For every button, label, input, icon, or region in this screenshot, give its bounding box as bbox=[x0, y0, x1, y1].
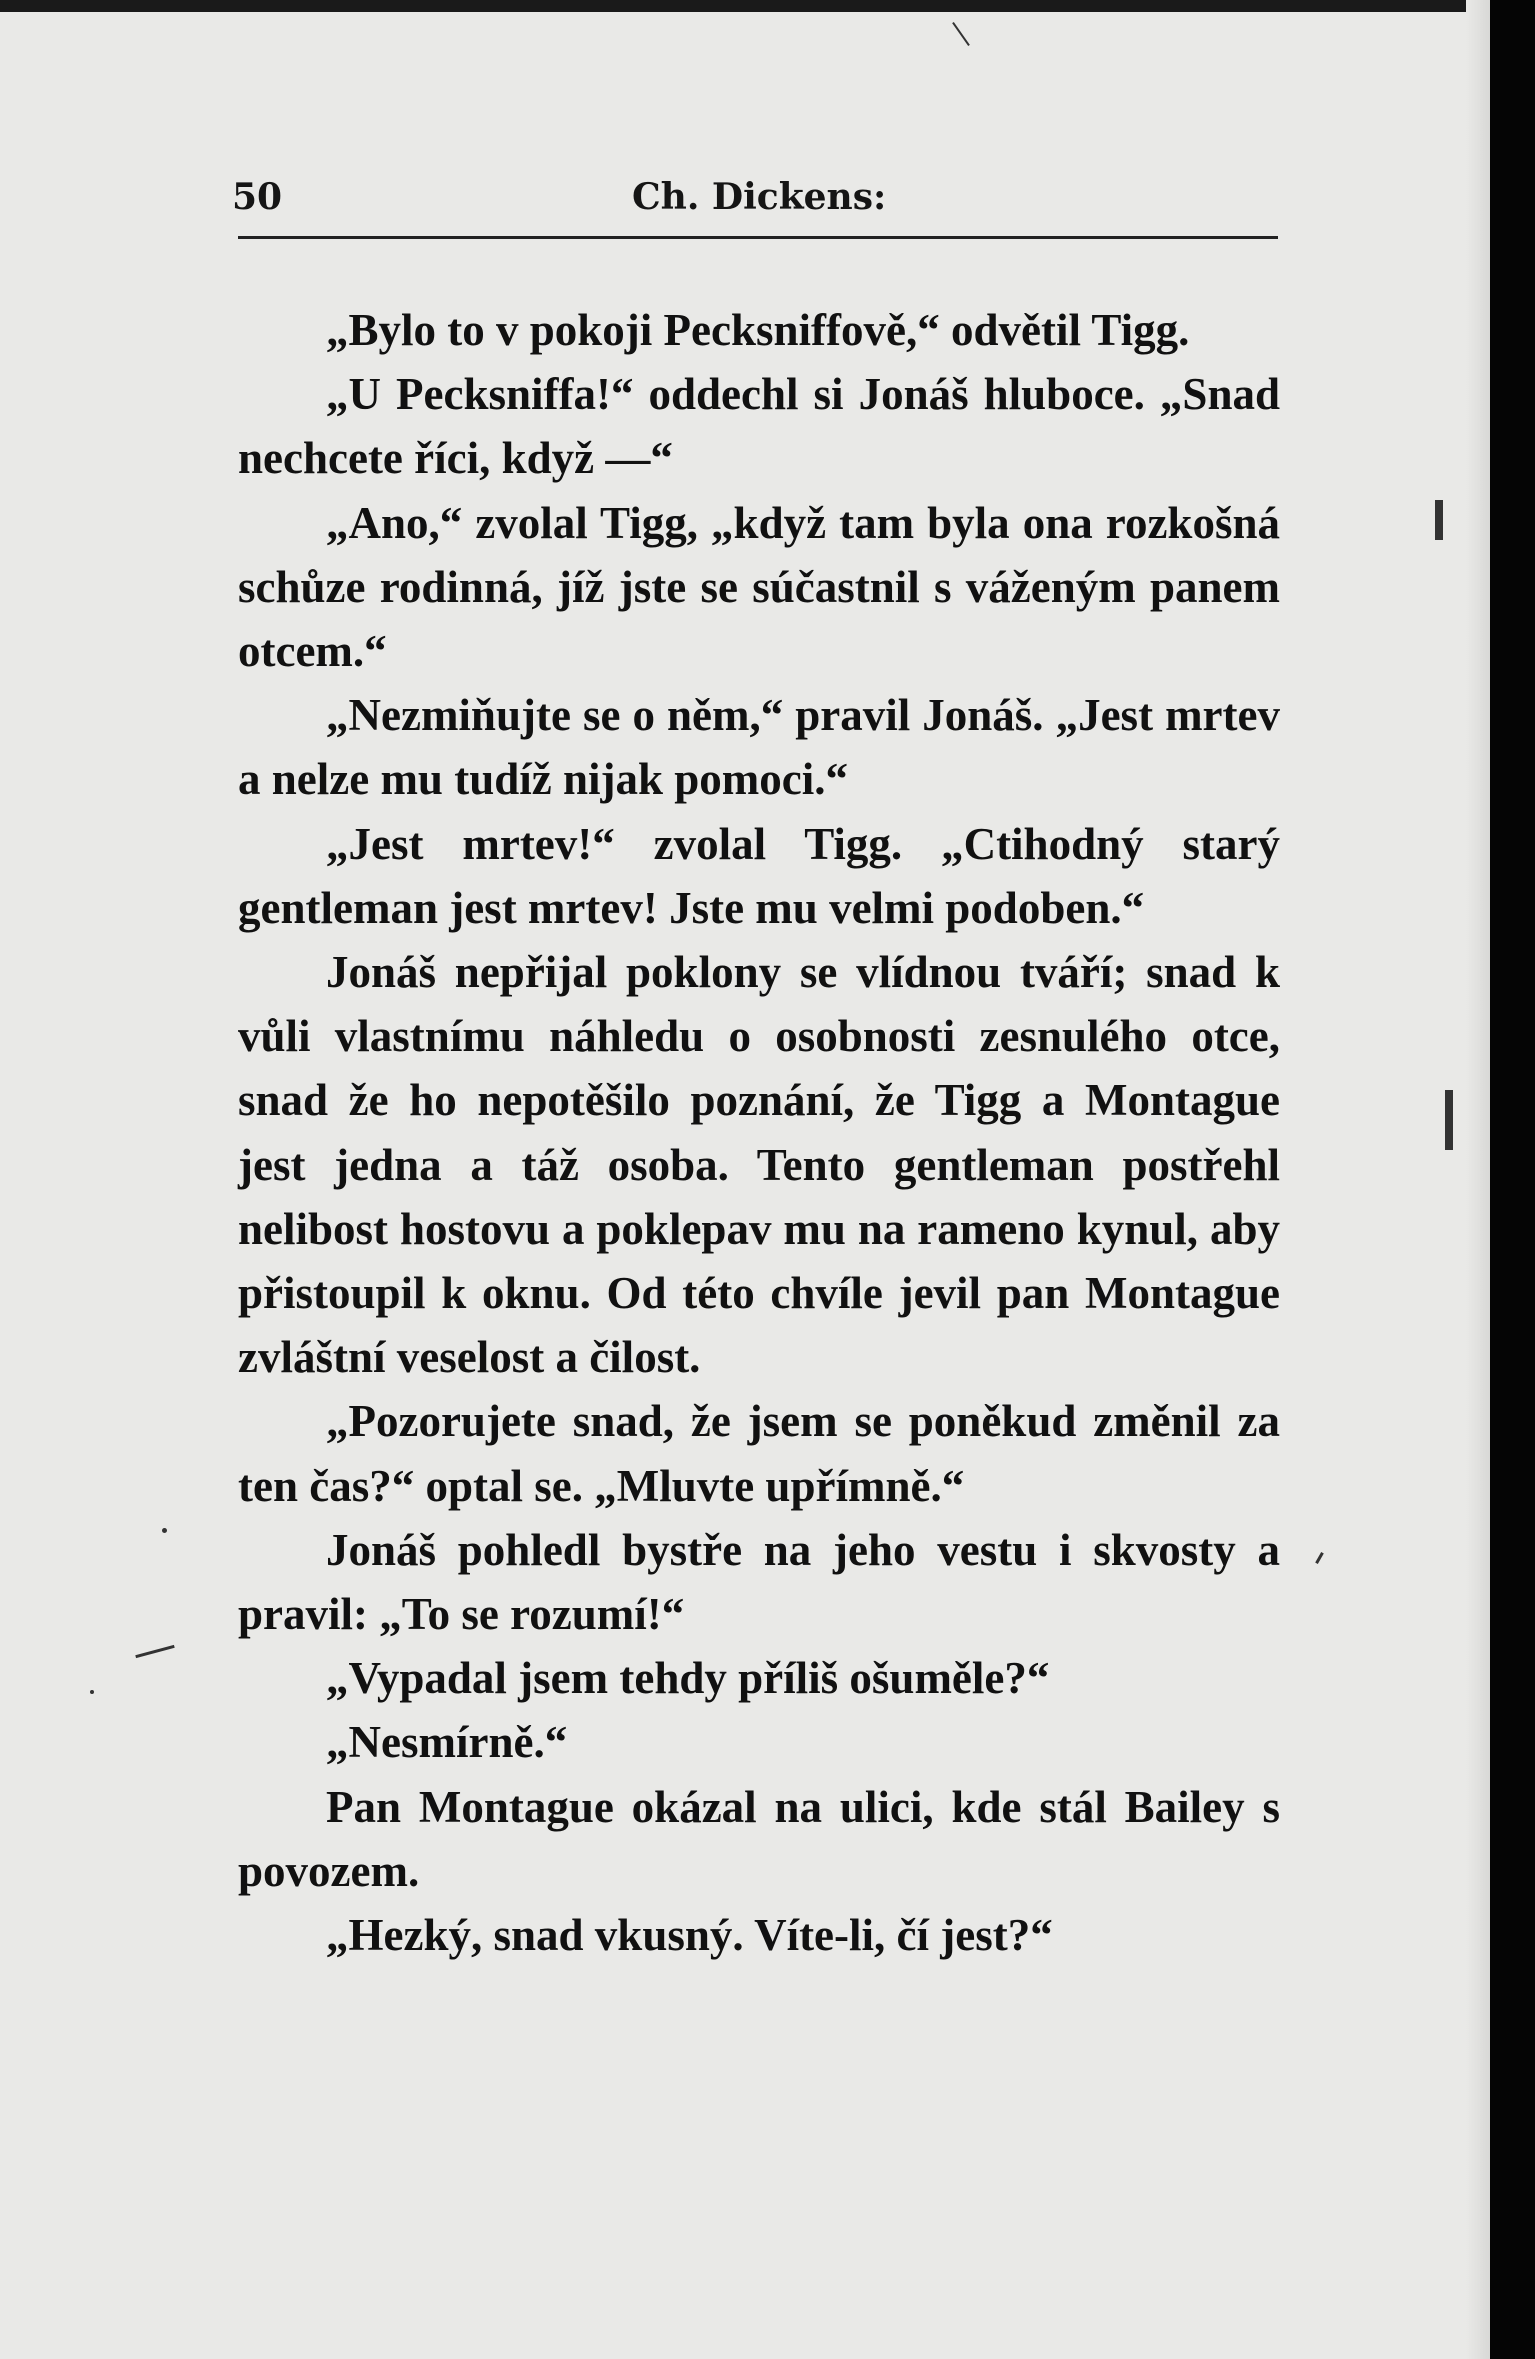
scan-speck bbox=[1315, 1552, 1324, 1564]
paragraph: „Jest mrtev!“ zvolal Tigg. „Ctihodný starý gentleman jest mrtev! Jste mu velmi podoben.“ bbox=[238, 818, 1280, 933]
scan-speck bbox=[135, 1645, 174, 1658]
scan-speck bbox=[952, 22, 970, 46]
body-text bbox=[238, 298, 1280, 1967]
scan-top-edge bbox=[0, 0, 1490, 12]
page-number: 50 bbox=[232, 176, 283, 218]
running-title: Ch. Dickens: bbox=[632, 176, 887, 218]
paragraph: „Bylo to v pokoji Pecksniffově,“ odvětil Tigg. bbox=[326, 305, 1190, 355]
page-gutter-shadow bbox=[1466, 0, 1490, 2359]
scan-speck bbox=[1435, 500, 1443, 540]
paragraph: Jonáš pohledl bystře na jeho vestu i skvosty a pravil: „To se rozumí!“ bbox=[238, 1524, 1280, 1640]
page-header bbox=[232, 176, 1277, 228]
paragraph: „Vypadal jsem tehdy příliš ošuměle?“ bbox=[326, 1653, 1050, 1704]
paragraph: „Hezký, snad vkusný. Víte-li, čí jest?“ bbox=[326, 1910, 1053, 1961]
paragraph: Pan Montague okázal na ulici, kde stál Bailey s povozem. bbox=[238, 1781, 1280, 1896]
scan-right-edge bbox=[1490, 0, 1535, 2359]
paragraph: Jonáš nepřijal poklony se vlídnou tváří; snad k vůli vlastnímu náhledu o osobnosti zesnulého otce, snad že ho nepotěšilo poznání, že Tigg a Montague jest jedna a táž osoba. Tento gentleman postřehl nelibost hostovu a poklepav mu na rameno kynul, aby přistoupil k oknu. Od této chvíle jevil pan Montague zvláštní veselost a čilost. bbox=[238, 947, 1280, 1383]
paragraph: „Pozorujete snad, že jsem se poněkud změnil za ten čas?“ optal se. „Mluvte upřímně.“ bbox=[238, 1396, 1280, 1511]
header-rule bbox=[238, 236, 1278, 239]
paragraph: „Ano,“ zvolal Tigg, „když tam byla ona rozkošná schůze rodinná, jíž jste se súčastnil s váženým panem otcem.“ bbox=[238, 497, 1280, 677]
paragraph: „Nezmiňujte se o něm,“ pravil Jonáš. „Jest mrtev a nelze mu tudíž nijak pomoci.“ bbox=[238, 690, 1280, 805]
scan-speck bbox=[162, 1528, 167, 1533]
paragraph: „Nesmírně.“ bbox=[326, 1717, 568, 1768]
paragraph: „U Pecksniffa!“ oddechl si Jonáš hluboce. „Snad nechcete říci, když —“ bbox=[238, 369, 1280, 484]
scan-speck bbox=[90, 1690, 94, 1694]
scan-speck bbox=[1445, 1090, 1453, 1150]
